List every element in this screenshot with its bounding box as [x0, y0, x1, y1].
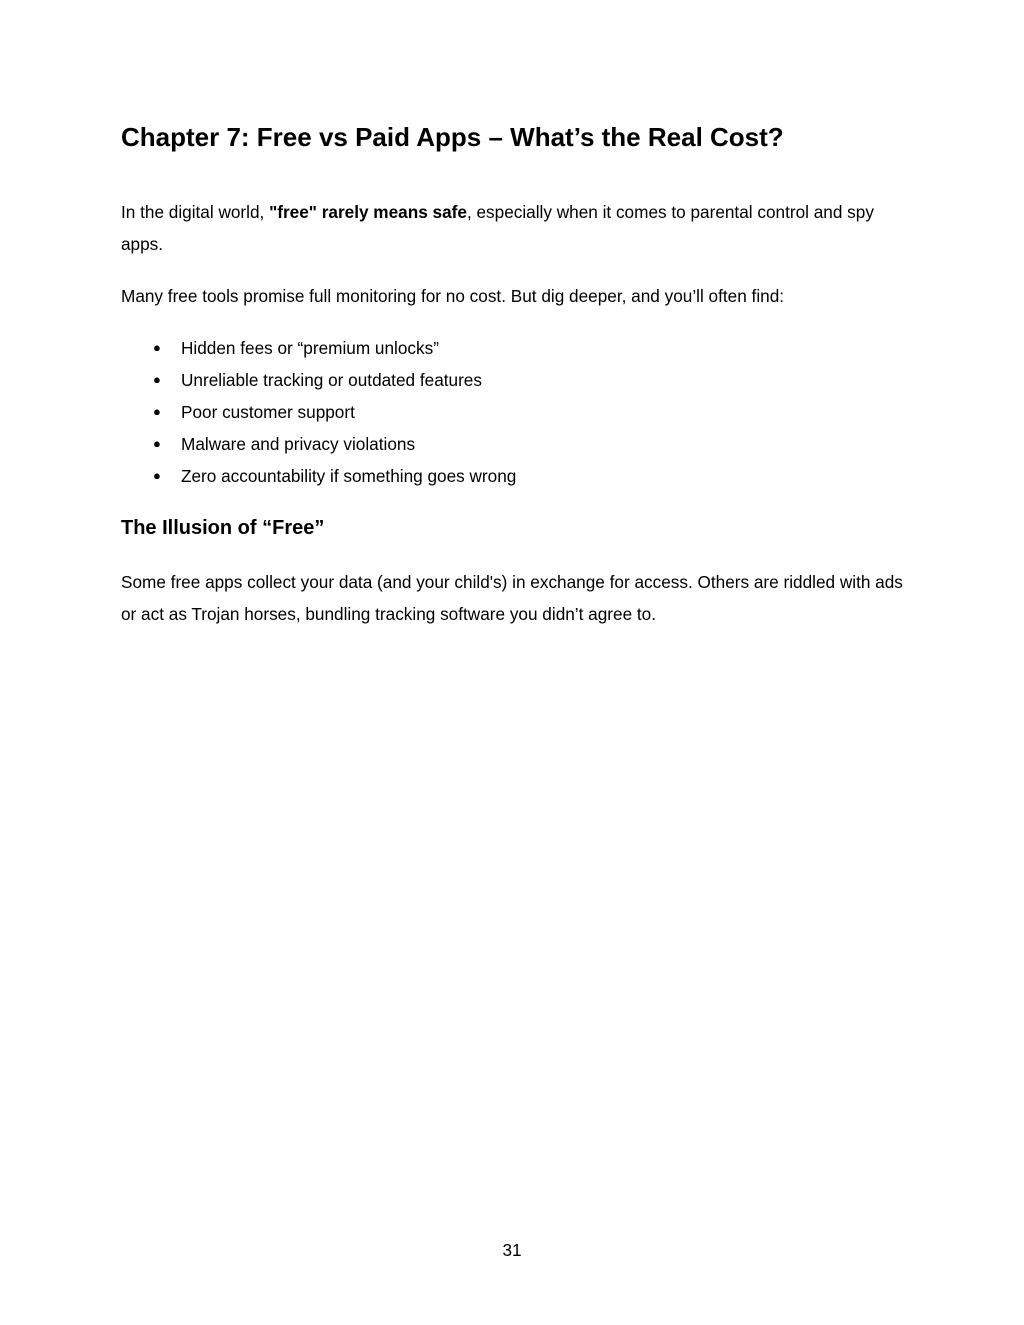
- bullet-icon: ●: [153, 372, 161, 387]
- list-item-text: Unreliable tracking or outdated features: [181, 370, 482, 390]
- list-item: [121, 428, 906, 460]
- list-item-text: Poor customer support: [181, 402, 355, 422]
- page-number: 31: [502, 1240, 522, 1260]
- bullet-icon: ●: [153, 468, 161, 483]
- section-paragraph: Some free apps collect your data (and your child's) in exchange for access. Others are riddled with ads or act as Trojan horses, bundling tracking software you didn’t agree to.: [121, 572, 903, 624]
- intro-text-after: , especially when it comes to parental control and spy apps.: [121, 202, 874, 254]
- bullet-icon: ●: [153, 340, 161, 355]
- bullet-list: [121, 332, 906, 492]
- lead-paragraph: Many free tools promise full monitoring for no cost. But dig deeper, and you’ll often find:: [121, 286, 785, 306]
- list-item: [121, 396, 906, 428]
- list-item-text: Hidden fees or “premium unlocks”: [181, 338, 439, 358]
- page-content: [121, 118, 906, 650]
- chapter-title: Chapter 7: Free vs Paid Apps – What’s the Real Cost?: [121, 122, 784, 152]
- list-item-text: Zero accountability if something goes wrong: [181, 466, 517, 486]
- bullet-icon: ●: [153, 436, 161, 451]
- section-heading: The Illusion of “Free”: [121, 517, 325, 539]
- intro-text-before: In the digital world,: [121, 202, 270, 222]
- list-item: [121, 332, 906, 364]
- bullet-icon: ●: [153, 404, 161, 419]
- list-item: [121, 460, 906, 492]
- intro-bold-phrase: "free" rarely means safe: [269, 202, 467, 222]
- list-item: [121, 364, 906, 396]
- list-item-text: Malware and privacy violations: [181, 434, 416, 454]
- intro-paragraph: [121, 196, 906, 260]
